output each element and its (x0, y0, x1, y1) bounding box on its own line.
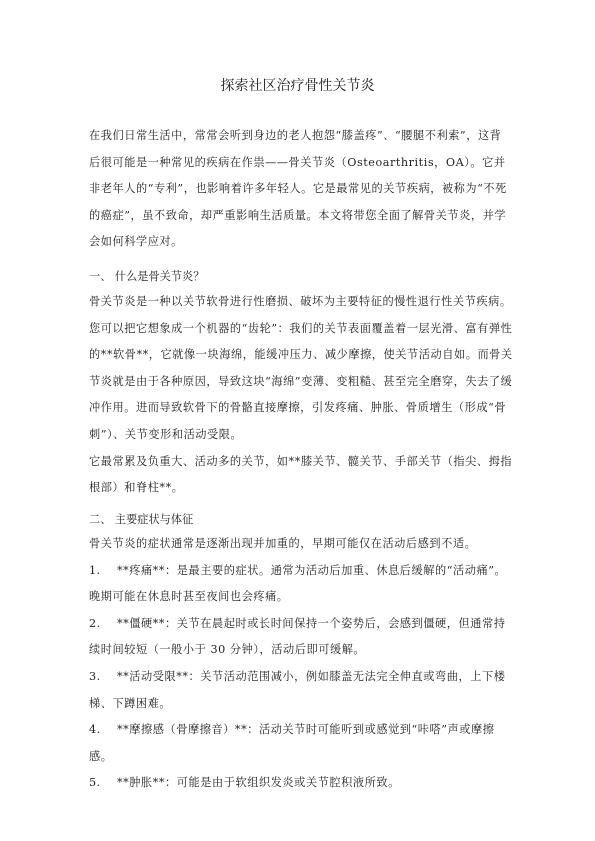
section-1-paragraph-2: 它最常累及负重大、活动多的关节，如**膝关节、髋关节、手部关节（指尖、拇指根部）和脊柱**。 (89, 454, 513, 495)
intro-text: 在我们日常生活中，常常会听到身边的老人抱怨“膝盖疼”、“腰腿不利索”，这背后很可能是一种常见的疾病在作祟——骨关节炎（Osteoarthritis，OA）。它并非老年人的“专利”，也影响着许多年轻人。它是最常见的关节疾病，被称为“不死的癌症”，虽不致命，却严重影响生活质量。本文将带您全面了解骨关节炎，并学会如何科学应对。 (89, 129, 507, 249)
symptom-item (89, 770, 513, 797)
symptom-number: 1. (89, 563, 101, 577)
section-1-body (89, 289, 513, 502)
symptom-item (89, 717, 513, 770)
symptom-text: **僵硬**：关节在晨起时或长时间保持一个姿势后，会感到僵硬，但通常持续时间较短（一般小于 30 分钟），活动后即可缓解。 (89, 616, 506, 657)
intro-paragraph (89, 123, 513, 256)
section-1-heading: 一、 什么是骨关节炎？ (89, 270, 205, 283)
symptom-item (89, 664, 513, 717)
symptom-text: **肿胀**：可能是由于软组织发炎或关节腔积液所致。 (117, 776, 400, 790)
symptom-text: **活动受限**：关节活动范围减小，例如膝盖无法完全伸直或弯曲，上下楼梯、下蹲困难。 (89, 669, 506, 710)
symptom-item (89, 558, 513, 611)
symptom-text: **疼痛**：是最主要的症状。通常为活动后加重、休息后缓解的“活动痛”。晚期可能在休息时甚至夜间也会疼痛。 (89, 563, 507, 604)
page-title: 探索社区治疗骨性关节炎 (220, 78, 375, 94)
symptom-item (89, 611, 513, 664)
symptom-number: 2. (89, 616, 101, 630)
section-2-body (89, 531, 513, 797)
symptom-number: 3. (89, 669, 101, 683)
symptom-text: **摩擦感（骨摩擦音）**：活动关节时可能听到或感觉到“咔嗒”声或摩擦感。 (89, 723, 495, 763)
section-2-heading: 二、 主要症状与体征 (89, 513, 194, 526)
section-2-intro: 骨关节炎的症状通常是逐渐出现并加重的，早期可能仅在活动后感到不适。 (89, 537, 477, 550)
symptom-number: 5. (89, 776, 101, 790)
section-1-paragraph-1: 骨关节炎是一种以关节软骨进行性磨损、破坏为主要特征的慢性退行性关节疾病。您可以把它想象成一个机器的“齿轮”：我们的关节表面覆盖着一层光滑、富有弹性的**软骨**，它就像一块海绵，能缓冲压力、减少摩擦，使关节活动自如。而骨关节炎就是由于各种原因，导致这块“海绵”变薄、变粗糙、甚至完全磨穿，失去了缓冲作用。进而导致软骨下的骨骼直接摩擦，引发疼痛、肿胀、骨质增生（形成“骨刺”）、关节变形和活动受限。 (89, 295, 513, 441)
symptom-number: 4. (89, 723, 101, 737)
